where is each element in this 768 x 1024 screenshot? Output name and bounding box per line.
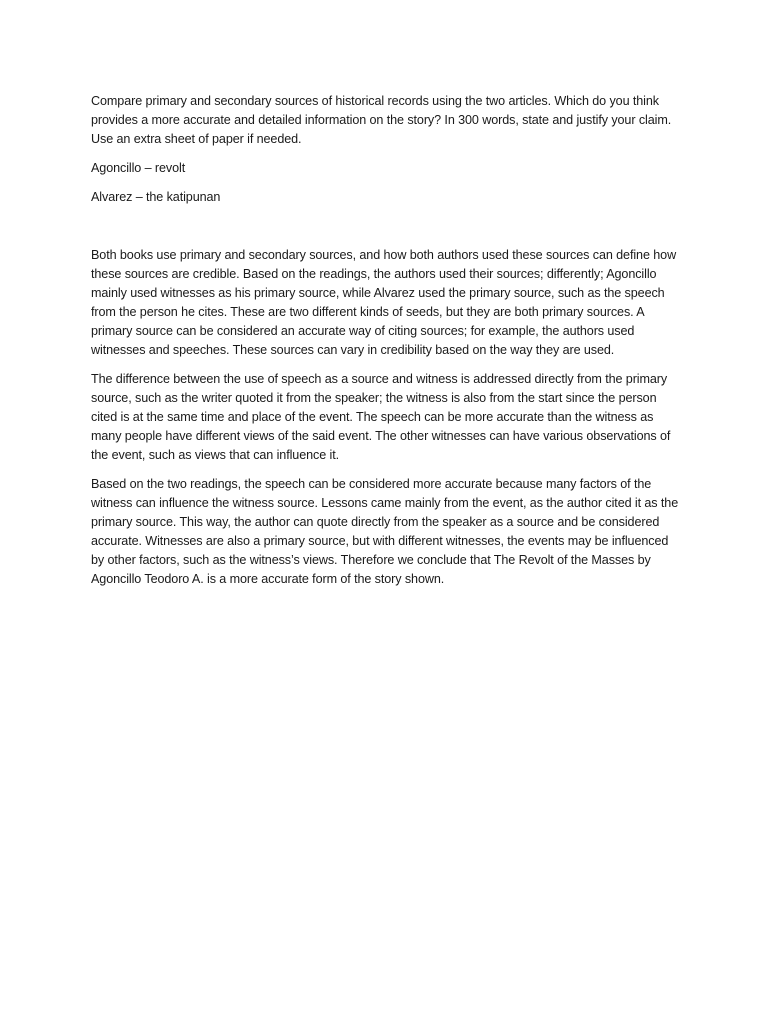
article-reference-agoncillo: Agoncillo – revolt bbox=[91, 161, 186, 175]
section-spacer bbox=[91, 217, 681, 246]
article-reference-alvarez: Alvarez – the katipunan bbox=[91, 190, 221, 204]
assignment-prompt: Compare primary and secondary sources of historical records using the two articles. Which do you think provides a more accurate and detailed information on the story? In 300 words, state and justify your claim. Use an extra sheet of paper if needed. bbox=[91, 94, 672, 146]
answer-paragraph-3: Based on the two readings, the speech can be considered more accurate because many factors of the witness can influence the witness source. Lessons came mainly from the event, as the author cited it as the primary source. This way, the author can quote directly from the speaker as a source and be considered accurate. Witnesses are also a primary source, but with different witnesses, the events may be influenced by other factors, such as the witness’s views. Therefore we conclude that The Revolt of the Masses by Agoncillo Teodoro A. is a more accurate form of the story shown. bbox=[91, 477, 679, 586]
answer-paragraph-1: Both books use primary and secondary sources, and how both authors used these sources can define how these sources are credible. Based on the readings, the authors used their sources; differently; Agoncillo mainly used witnesses as his primary source, while Alvarez used the primary source, such as the speech from the person he cites. These are two different kinds of seeds, but they are both primary sources. A primary source can be considered an accurate way of citing sources; for example, the authors used witnesses and speeches. These sources can vary in credibility based on the way they are used. bbox=[91, 248, 677, 357]
document-body bbox=[91, 92, 681, 599]
answer-paragraph-2: The difference between the use of speech as a source and witness is addressed directly from the primary source, such as the writer quoted it from the speaker; the witness is also from the start since the person cited is at the same time and place of the event. The speech can be more accurate than the witness as many people have different views of the said event. The other witnesses can have various observations of the event, such as views that can influence it. bbox=[91, 372, 671, 462]
